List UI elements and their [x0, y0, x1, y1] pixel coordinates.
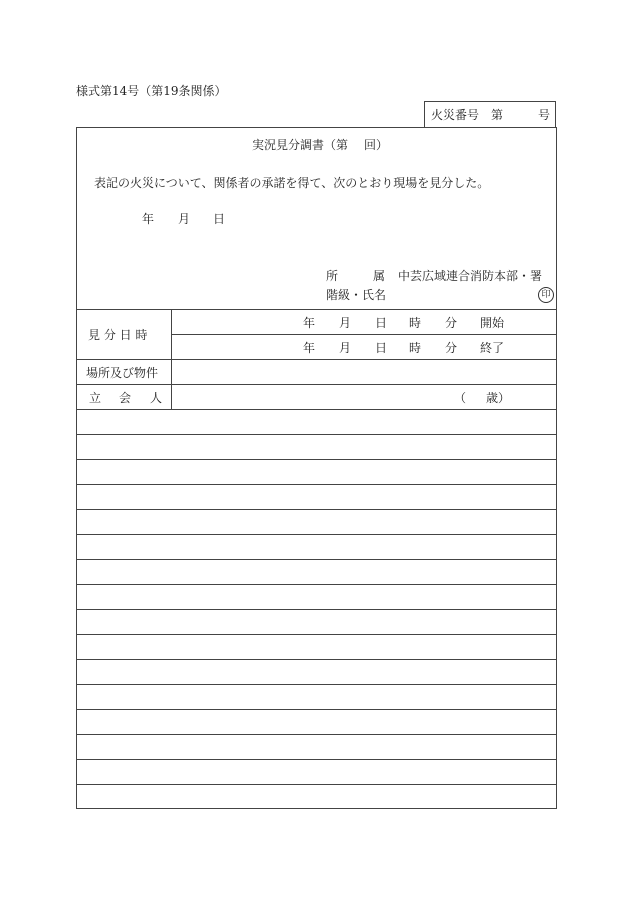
affiliation-value: 中芸広域連合消防本部・署	[398, 269, 543, 283]
row-line	[76, 709, 557, 710]
witness-age-open: （	[454, 391, 467, 405]
witness-label-3: 人	[150, 391, 163, 405]
inspection-start-month: 月	[339, 316, 352, 330]
row-line	[76, 359, 557, 360]
date-year: 年	[142, 212, 155, 226]
fire-number-go: 号	[538, 108, 551, 122]
document-title-suffix: 回）	[364, 138, 389, 152]
fire-number-dai: 第	[491, 108, 504, 122]
date-day: 日	[213, 212, 226, 226]
date-month: 月	[178, 212, 191, 226]
row-line	[76, 534, 557, 535]
affiliation-label-1: 所	[326, 269, 339, 283]
affiliation-label-2: 属	[373, 269, 386, 283]
document-title: 実況見分調書（第	[252, 138, 349, 152]
row-line	[76, 409, 557, 410]
inspection-start-day: 日	[375, 316, 388, 330]
row-line	[76, 784, 557, 785]
fire-number-label: 火災番号	[431, 108, 480, 122]
witness-label-1: 立	[89, 391, 102, 405]
inspection-start-hour: 時	[409, 316, 422, 330]
row-line	[76, 734, 557, 735]
seal-icon: 印	[538, 287, 554, 303]
row-line	[76, 634, 557, 635]
witness-age-label: 歳）	[486, 391, 511, 405]
row-line	[76, 434, 557, 435]
inspection-end-month: 月	[339, 341, 352, 355]
row-line	[171, 334, 557, 335]
label-column-divider	[171, 309, 172, 409]
inspection-end-day: 日	[375, 341, 388, 355]
row-line	[76, 559, 557, 560]
place-label: 場所及び物件	[86, 366, 159, 380]
inspection-start-year: 年	[303, 316, 316, 330]
witness-label-2: 会	[119, 391, 132, 405]
row-line	[76, 459, 557, 460]
row-line	[76, 384, 557, 385]
row-line	[76, 584, 557, 585]
inspection-end-hour: 時	[409, 341, 422, 355]
row-line	[76, 509, 557, 510]
inspection-end-minute: 分	[445, 341, 458, 355]
row-line	[76, 609, 557, 610]
row-line	[76, 484, 557, 485]
statement: 表記の火災について、関係者の承諾を得て、次のとおり現場を見分した。	[94, 176, 490, 190]
inspection-end-status: 終了	[480, 341, 505, 355]
form-id: 様式第14号（第19条関係）	[76, 84, 227, 98]
row-line	[76, 684, 557, 685]
inspection-start-minute: 分	[445, 316, 458, 330]
row-line	[76, 659, 557, 660]
rank-name-label: 階級・氏名	[326, 288, 387, 302]
row-line	[76, 309, 557, 310]
inspection-end-year: 年	[303, 341, 316, 355]
inspection-start-status: 開始	[480, 316, 505, 330]
inspection-datetime-label: 見 分 日 時	[88, 328, 148, 342]
row-line	[76, 759, 557, 760]
form-table	[76, 127, 557, 809]
